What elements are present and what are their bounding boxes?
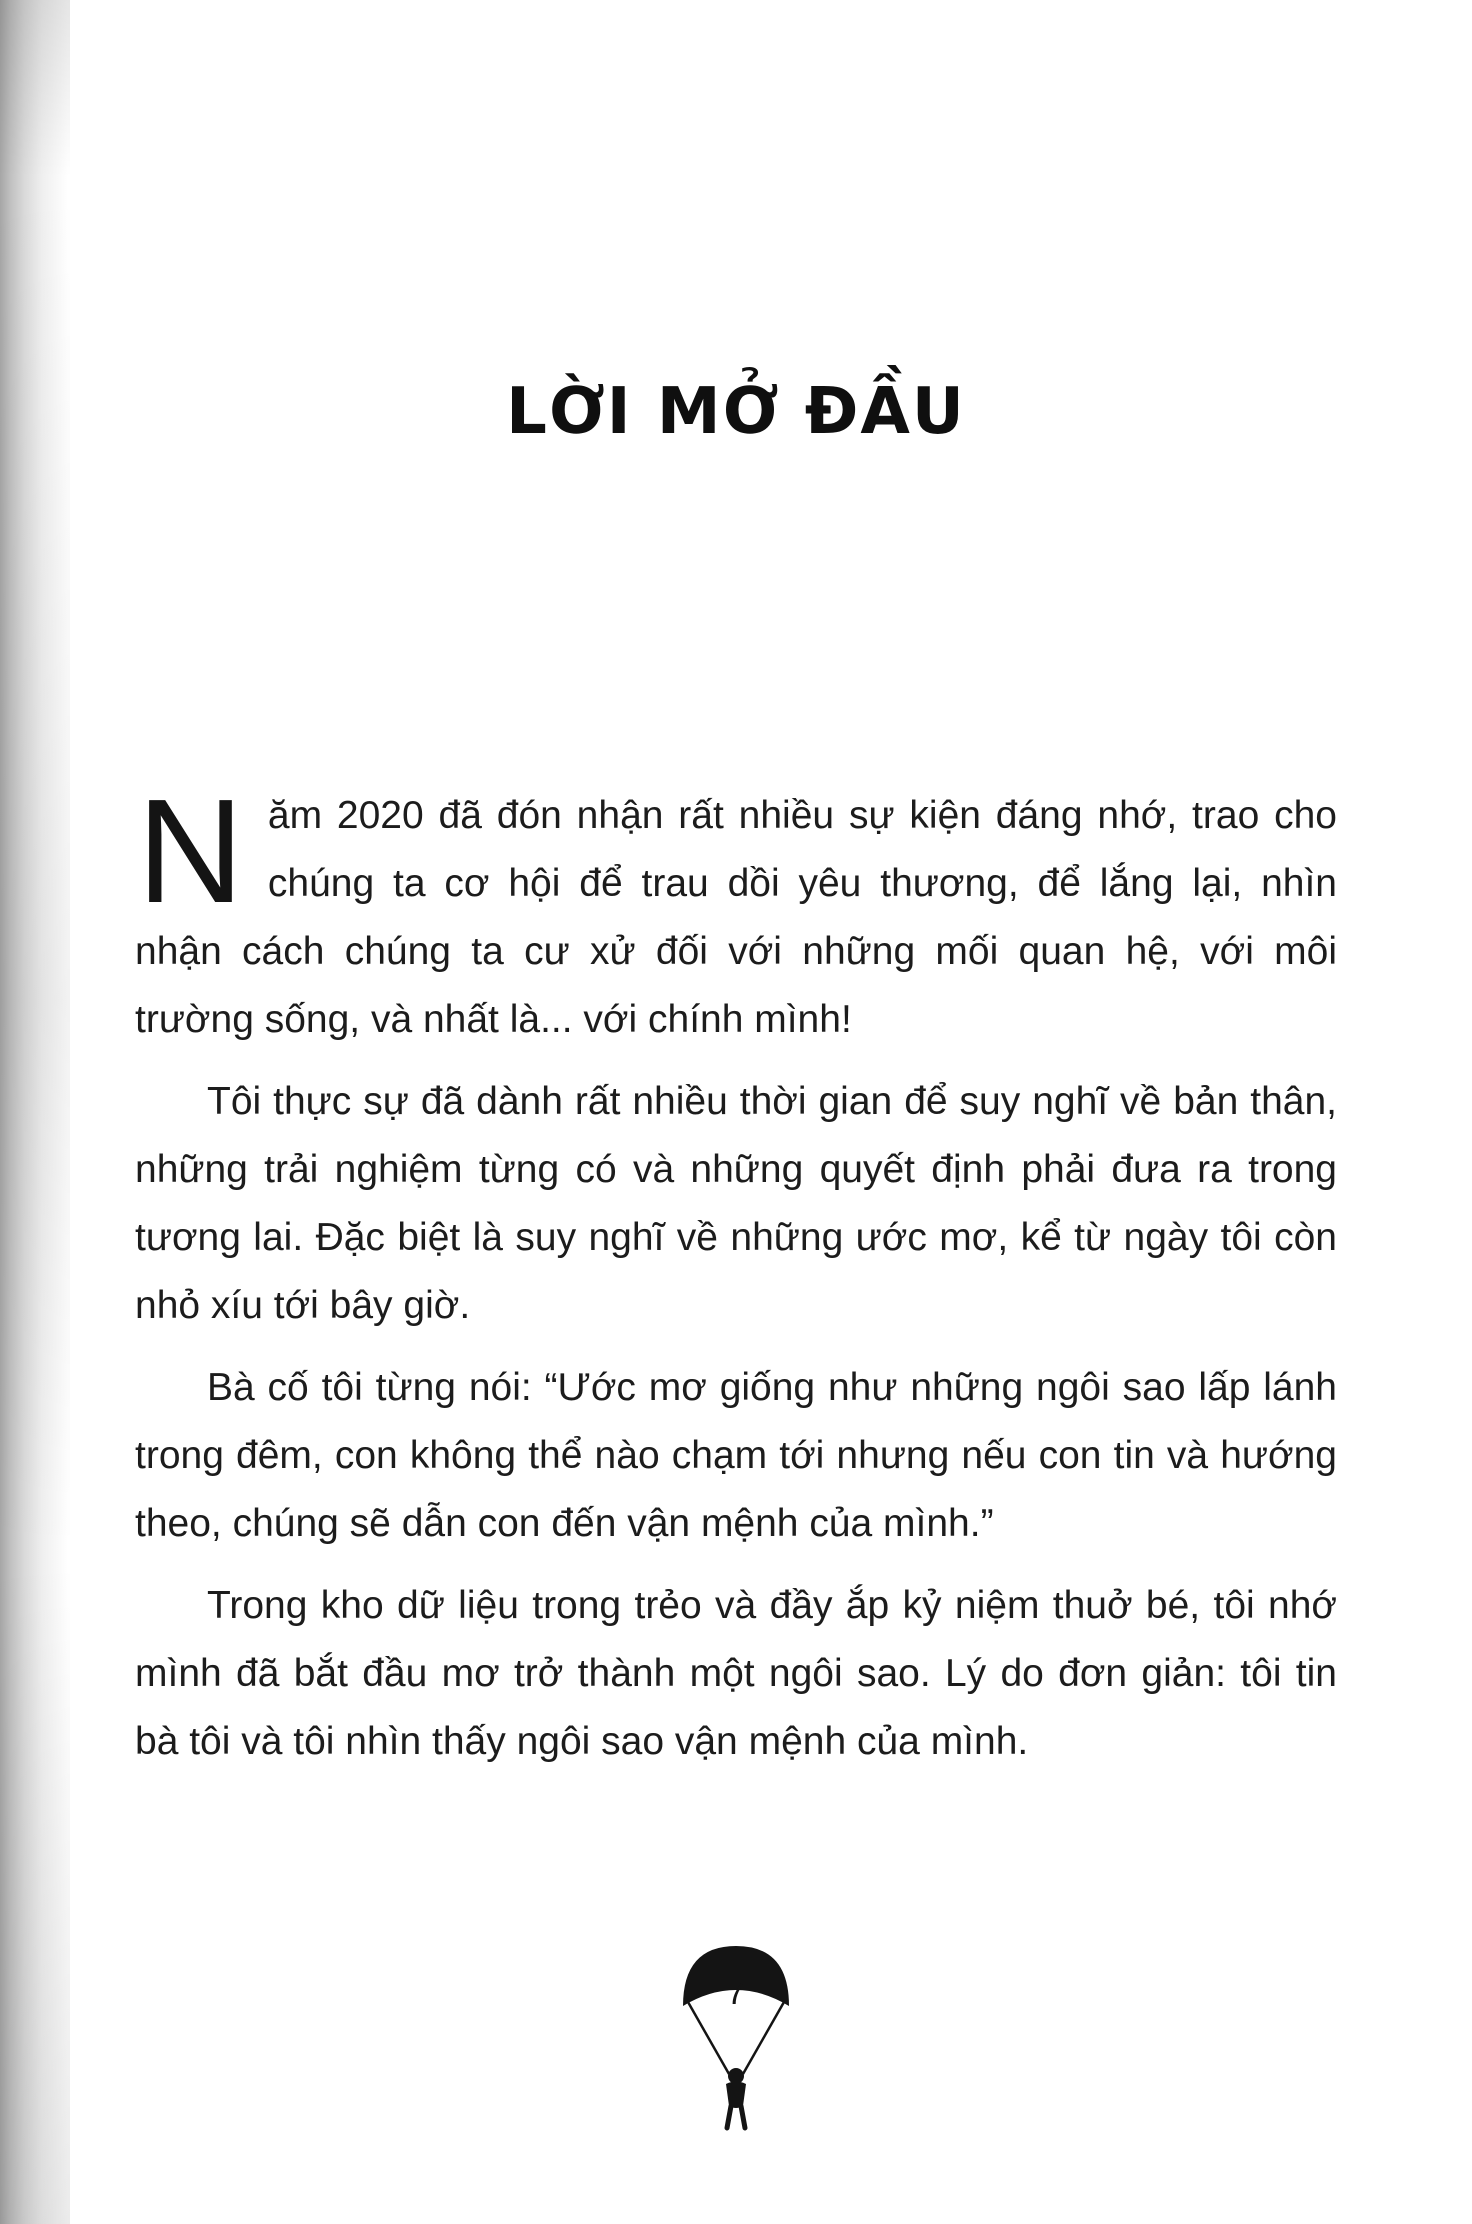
paragraph-4: Trong kho dữ liệu trong trẻo và đầy ắp kỷ niệm thuở bé, tôi nhớ mình đã bắt đầu mơ trở thành một ngôi sao. Lý do đơn giản: tôi tin bà tôi và tôi nhìn thấy ngôi sao vận mệnh của mình. bbox=[135, 1584, 1337, 1763]
parachute-cord-right bbox=[743, 2002, 784, 2074]
paragraph-2: Tôi thực sự đã dành rất nhiều thời gian để suy nghĩ về bản thân, những trải nghiệm từng có và những quyết định phải đưa ra trong tương lai. Đặc biệt là suy nghĩ về những ước mơ, kể từ ngày tôi còn nhỏ xíu tới bây giờ. bbox=[135, 1080, 1337, 1327]
chapter-title: LỜI MỞ ĐẦU bbox=[506, 375, 966, 449]
body-text bbox=[135, 769, 1337, 1776]
page-number: 7 bbox=[726, 1974, 746, 2012]
page-footer bbox=[0, 1942, 1472, 2142]
parachutist-figure-icon bbox=[726, 2068, 746, 2128]
parachutist-illustration bbox=[671, 1942, 801, 2142]
parachute-cord-left bbox=[688, 2002, 729, 2074]
paragraph-3: Bà cố tôi từng nói: “Ước mơ giống như những ngôi sao lấp lánh trong đêm, con không thể nào chạm tới nhưng nếu con tin và hướng theo, chúng sẽ dẫn con đến vận mệnh của mình.” bbox=[135, 1366, 1337, 1545]
drop-cap: N bbox=[137, 769, 244, 934]
paragraph-1-text: ăm 2020 đã đón nhận rất nhiều sự kiện đáng nhớ, trao cho chúng ta cơ hội để trau dồi yêu thương, để lắng lại, nhìn nhận cách chúng ta cư xử đối với những mối quan hệ, với môi trường sống, và nhất là... với chính mình! bbox=[135, 794, 1337, 1041]
paragraph-1 bbox=[135, 769, 1337, 1054]
scan-edge-shadow bbox=[0, 0, 70, 2224]
